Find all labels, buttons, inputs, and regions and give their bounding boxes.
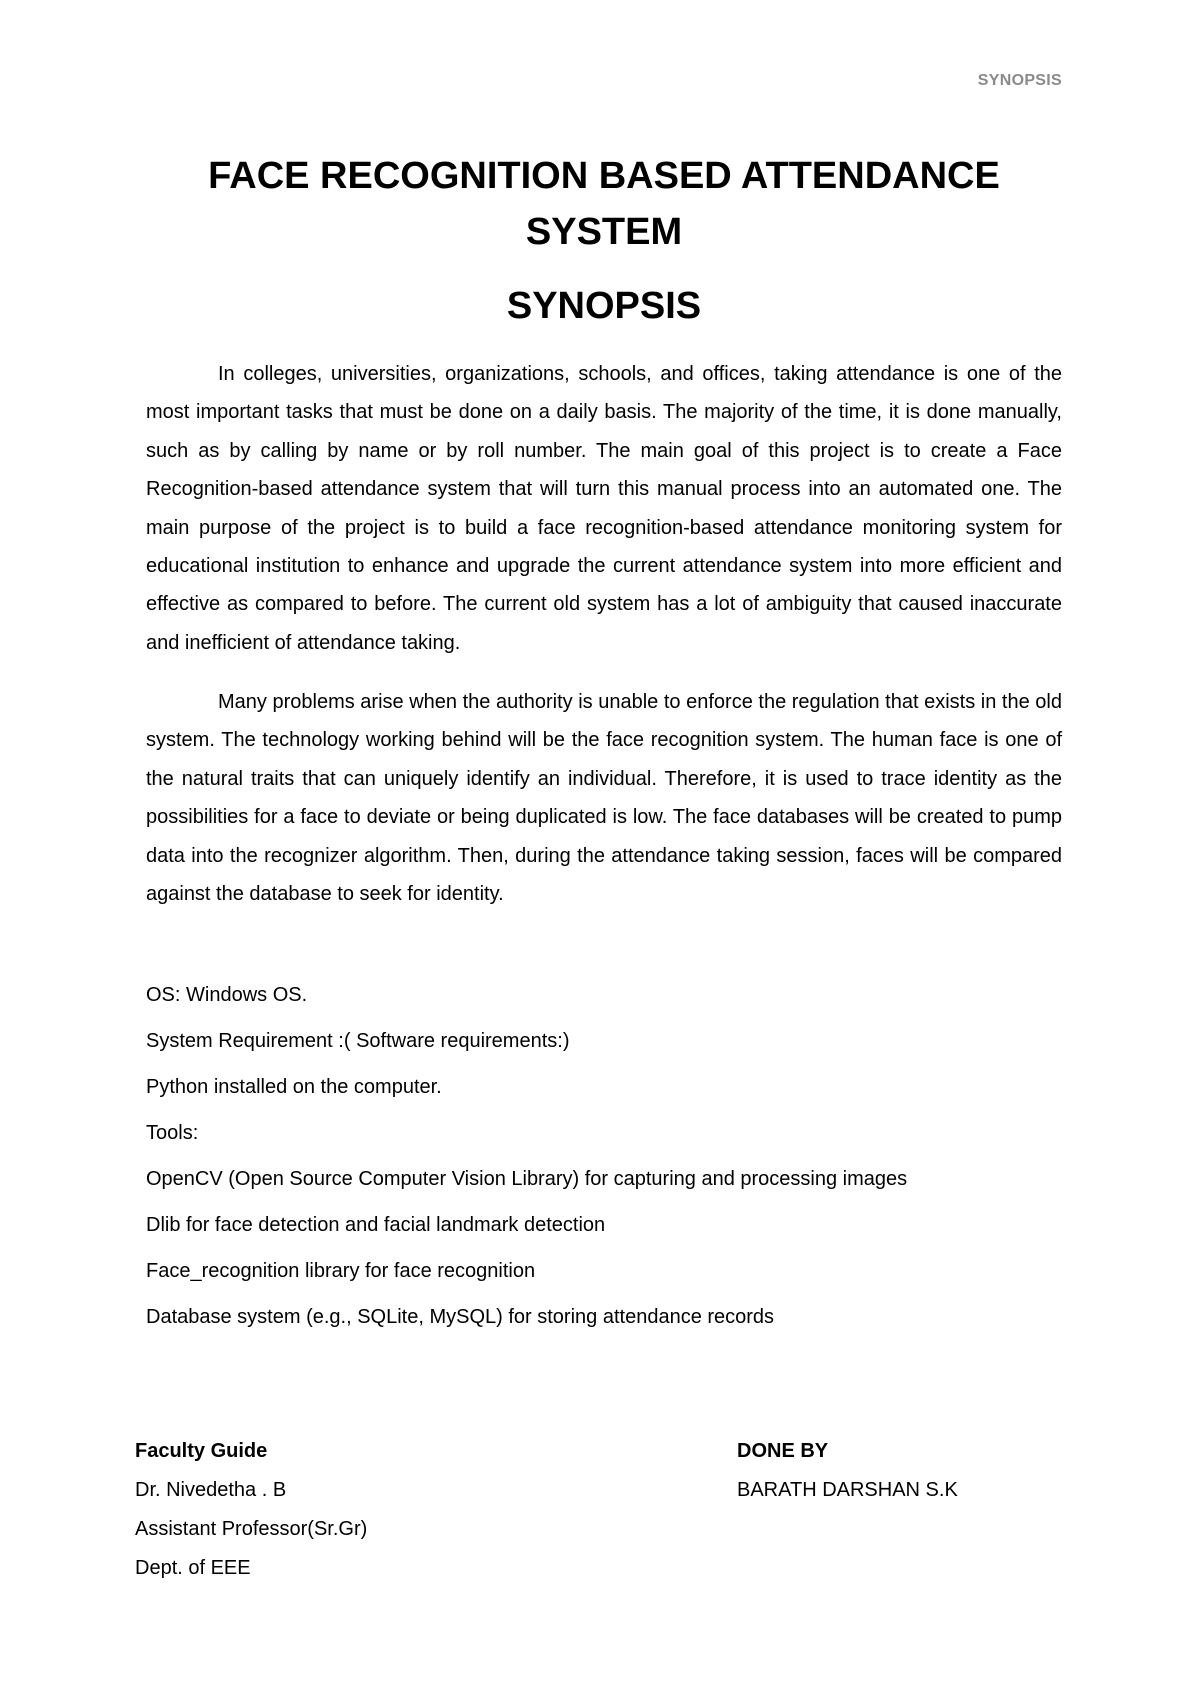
requirement-item: OpenCV (Open Source Computer Vision Library) for capturing and processing images [146, 1168, 908, 1190]
done-by-heading: DONE BY [737, 1440, 829, 1462]
requirement-item: Face_recognition library for face recognition [146, 1260, 536, 1282]
faculty-guide-department: Dept. of EEE [135, 1557, 251, 1579]
done-by-name: BARATH DARSHAN S.K [737, 1479, 958, 1501]
body-paragraph-1: In colleges, universities, organizations, schools, and offices, taking attendance is one of the most important tasks that must be done on a daily basis. The majority of the time, it is done manually, such as by calling by name or by roll number. The main goal of this project is to create a Face Recognition-based attendance system that will turn this manual process into an automated one. The main purpose of the project is to build a face recognition-based attendance monitoring system for educational institution to enhance and upgrade the current attendance system into more efficient and effective as compared to before. The current old system has a lot of ambiguity that caused inaccurate and inefficient of attendance taking. [146, 363, 1062, 654]
done-by-block [737, 1432, 958, 1510]
requirement-item: OS: Windows OS. [146, 984, 308, 1006]
section-heading: SYNOPSIS [506, 285, 702, 327]
faculty-guide-heading: Faculty Guide [135, 1440, 268, 1462]
requirements-list [146, 972, 1062, 1340]
requirement-item: Tools: [146, 1122, 199, 1144]
document-title [145, 148, 1063, 260]
requirement-item: Dlib for face detection and facial landmark detection [146, 1214, 606, 1236]
body-paragraph-2: Many problems arise when the authority is unable to enforce the regulation that exists in the old system. The technology working behind will be the face recognition system. The human face is one of the natural traits that can uniquely identify an individual. Therefore, it is used to trace identity as the possibilities for a face to deviate or being duplicated is low. The face databases will be created to pump data into the recognizer algorithm. Then, during the attendance taking session, faces will be compared against the database to seek for identity. [146, 691, 1062, 906]
requirement-item: Python installed on the computer. [146, 1076, 442, 1098]
faculty-guide-name: Dr. Nivedetha . B [135, 1479, 287, 1501]
faculty-guide-block [135, 1432, 367, 1588]
requirement-item: System Requirement :( Software requirements:) [146, 1030, 570, 1052]
faculty-guide-designation: Assistant Professor(Sr.Gr) [135, 1518, 368, 1540]
running-header: SYNOPSIS [977, 72, 1062, 89]
title-line-1: FACE RECOGNITION BASED ATTENDANCE [208, 155, 1000, 197]
requirement-item: Database system (e.g., SQLite, MySQL) for storing attendance records [146, 1306, 775, 1328]
title-line-2: SYSTEM [525, 211, 683, 253]
